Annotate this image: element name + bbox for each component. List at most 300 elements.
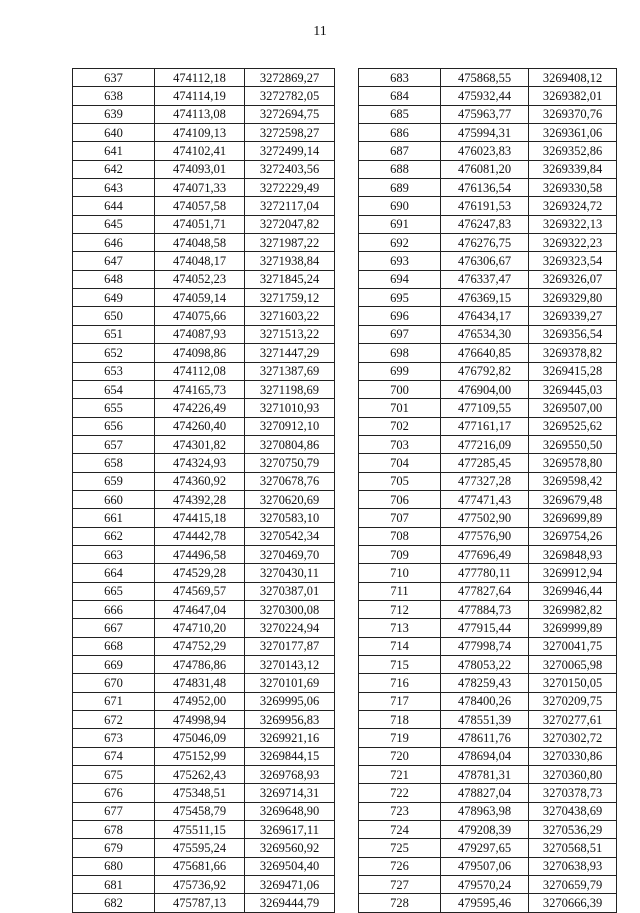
y-coordinate-cell: 3270302,72	[529, 729, 617, 747]
point-number-cell: 676	[73, 784, 155, 802]
table-row	[359, 215, 617, 233]
point-number-cell: 721	[359, 766, 441, 784]
table-row	[359, 857, 617, 875]
x-coordinate-cell: 479297,65	[441, 839, 529, 857]
table-row	[73, 839, 335, 857]
x-coordinate-cell: 474998,94	[155, 711, 245, 729]
table-row	[359, 270, 617, 288]
x-coordinate-cell: 476023,83	[441, 142, 529, 160]
x-coordinate-cell: 477998,74	[441, 637, 529, 655]
point-number-cell: 686	[359, 124, 441, 142]
table-row	[73, 124, 335, 142]
table-row	[359, 784, 617, 802]
x-coordinate-cell: 474102,41	[155, 142, 245, 160]
table-row	[73, 362, 335, 380]
y-coordinate-cell: 3272782,05	[245, 87, 335, 105]
y-coordinate-cell: 3269322,13	[529, 215, 617, 233]
point-number-cell: 646	[73, 234, 155, 252]
y-coordinate-cell: 3269578,80	[529, 454, 617, 472]
x-coordinate-cell: 477502,90	[441, 509, 529, 527]
y-coordinate-cell: 3269378,82	[529, 344, 617, 362]
point-number-cell: 717	[359, 692, 441, 710]
table-row	[359, 619, 617, 637]
point-number-cell: 690	[359, 197, 441, 215]
table-row	[73, 857, 335, 875]
y-coordinate-cell: 3270150,05	[529, 674, 617, 692]
table-row	[73, 472, 335, 490]
point-number-cell: 655	[73, 399, 155, 417]
point-number-cell: 720	[359, 747, 441, 765]
x-coordinate-cell: 474831,48	[155, 674, 245, 692]
y-coordinate-cell: 3272403,56	[245, 160, 335, 178]
y-coordinate-cell: 3269361,06	[529, 124, 617, 142]
x-coordinate-cell: 474048,58	[155, 234, 245, 252]
y-coordinate-cell: 3270536,29	[529, 821, 617, 839]
x-coordinate-cell: 474109,13	[155, 124, 245, 142]
point-number-cell: 694	[359, 270, 441, 288]
y-coordinate-cell: 3269999,89	[529, 619, 617, 637]
table-row	[359, 509, 617, 527]
point-number-cell: 672	[73, 711, 155, 729]
y-coordinate-cell: 3269370,76	[529, 105, 617, 123]
x-coordinate-cell: 474952,00	[155, 692, 245, 710]
table-row	[359, 490, 617, 508]
x-coordinate-cell: 474051,71	[155, 215, 245, 233]
point-number-cell: 663	[73, 545, 155, 563]
point-number-cell: 662	[73, 527, 155, 545]
point-number-cell: 709	[359, 545, 441, 563]
table-row	[359, 839, 617, 857]
point-number-cell: 699	[359, 362, 441, 380]
table-row	[359, 105, 617, 123]
table-row	[359, 600, 617, 618]
table-row	[73, 87, 335, 105]
x-coordinate-cell: 475595,24	[155, 839, 245, 857]
point-number-cell: 706	[359, 490, 441, 508]
table-row	[73, 142, 335, 160]
y-coordinate-cell: 3269560,92	[245, 839, 335, 857]
x-coordinate-cell: 474075,66	[155, 307, 245, 325]
x-coordinate-cell: 474114,19	[155, 87, 245, 105]
x-coordinate-cell: 476136,54	[441, 179, 529, 197]
table-row	[359, 197, 617, 215]
x-coordinate-cell: 475994,31	[441, 124, 529, 142]
x-coordinate-cell: 475681,66	[155, 857, 245, 875]
y-coordinate-cell: 3270065,98	[529, 656, 617, 674]
y-coordinate-cell: 3272499,14	[245, 142, 335, 160]
x-coordinate-cell: 474529,28	[155, 564, 245, 582]
y-coordinate-cell: 3269848,93	[529, 545, 617, 563]
x-coordinate-cell: 479570,24	[441, 876, 529, 894]
point-number-cell: 689	[359, 179, 441, 197]
point-number-cell: 682	[73, 894, 155, 912]
y-coordinate-cell: 3270469,70	[245, 545, 335, 563]
table-row	[359, 307, 617, 325]
point-number-cell: 707	[359, 509, 441, 527]
table-row	[73, 637, 335, 655]
table-row	[359, 802, 617, 820]
y-coordinate-cell: 3270912,10	[245, 417, 335, 435]
point-number-cell: 718	[359, 711, 441, 729]
x-coordinate-cell: 478963,98	[441, 802, 529, 820]
point-number-cell: 696	[359, 307, 441, 325]
table-row	[73, 656, 335, 674]
x-coordinate-cell: 476247,83	[441, 215, 529, 233]
point-number-cell: 654	[73, 380, 155, 398]
table-row	[73, 876, 335, 894]
table-row	[73, 509, 335, 527]
point-number-cell: 698	[359, 344, 441, 362]
point-number-cell: 701	[359, 399, 441, 417]
point-number-cell: 722	[359, 784, 441, 802]
x-coordinate-cell: 478259,43	[441, 674, 529, 692]
y-coordinate-cell: 3271759,12	[245, 289, 335, 307]
y-coordinate-cell: 3269352,86	[529, 142, 617, 160]
point-number-cell: 704	[359, 454, 441, 472]
y-coordinate-cell: 3269754,26	[529, 527, 617, 545]
y-coordinate-cell: 3269844,15	[245, 747, 335, 765]
table-row	[359, 325, 617, 343]
y-coordinate-cell: 3271603,22	[245, 307, 335, 325]
point-number-cell: 664	[73, 564, 155, 582]
x-coordinate-cell: 477884,73	[441, 600, 529, 618]
table-row	[359, 124, 617, 142]
y-coordinate-cell: 3270101,69	[245, 674, 335, 692]
x-coordinate-cell: 474324,93	[155, 454, 245, 472]
x-coordinate-cell: 474113,08	[155, 105, 245, 123]
point-number-cell: 684	[359, 87, 441, 105]
y-coordinate-cell: 3269444,79	[245, 894, 335, 912]
x-coordinate-cell: 475262,43	[155, 766, 245, 784]
x-coordinate-cell: 474165,73	[155, 380, 245, 398]
x-coordinate-cell: 474415,18	[155, 509, 245, 527]
point-number-cell: 652	[73, 344, 155, 362]
table-row	[73, 600, 335, 618]
table-row	[359, 876, 617, 894]
x-coordinate-cell: 474226,49	[155, 399, 245, 417]
y-coordinate-cell: 3270209,75	[529, 692, 617, 710]
point-number-cell: 653	[73, 362, 155, 380]
table-row	[73, 234, 335, 252]
y-coordinate-cell: 3269946,44	[529, 582, 617, 600]
y-coordinate-cell: 3269598,42	[529, 472, 617, 490]
y-coordinate-cell: 3269507,00	[529, 399, 617, 417]
point-number-cell: 702	[359, 417, 441, 435]
x-coordinate-cell: 476191,53	[441, 197, 529, 215]
y-coordinate-cell: 3270542,34	[245, 527, 335, 545]
x-coordinate-cell: 475736,92	[155, 876, 245, 894]
x-coordinate-cell: 476081,20	[441, 160, 529, 178]
point-number-cell: 713	[359, 619, 441, 637]
y-coordinate-cell: 3269956,83	[245, 711, 335, 729]
y-coordinate-cell: 3269445,03	[529, 380, 617, 398]
point-number-cell: 678	[73, 821, 155, 839]
point-number-cell: 673	[73, 729, 155, 747]
table-row	[359, 344, 617, 362]
y-coordinate-cell: 3269382,01	[529, 87, 617, 105]
x-coordinate-cell: 477109,55	[441, 399, 529, 417]
coordinates-table-left	[72, 68, 335, 913]
coordinates-table-right	[358, 68, 617, 913]
y-coordinate-cell: 3269471,06	[245, 876, 335, 894]
table-row	[73, 747, 335, 765]
y-coordinate-cell: 3269679,48	[529, 490, 617, 508]
table-row	[73, 289, 335, 307]
point-number-cell: 700	[359, 380, 441, 398]
x-coordinate-cell: 476337,47	[441, 270, 529, 288]
point-number-cell: 681	[73, 876, 155, 894]
x-coordinate-cell: 477780,11	[441, 564, 529, 582]
x-coordinate-cell: 474301,82	[155, 435, 245, 453]
table-row	[73, 802, 335, 820]
x-coordinate-cell: 474442,78	[155, 527, 245, 545]
x-coordinate-cell: 475511,15	[155, 821, 245, 839]
y-coordinate-cell: 3269408,12	[529, 69, 617, 87]
x-coordinate-cell: 477696,49	[441, 545, 529, 563]
table-row	[359, 527, 617, 545]
table-row	[73, 417, 335, 435]
x-coordinate-cell: 477576,90	[441, 527, 529, 545]
table-row	[359, 472, 617, 490]
point-number-cell: 648	[73, 270, 155, 288]
x-coordinate-cell: 474057,58	[155, 197, 245, 215]
table-row	[359, 179, 617, 197]
table-row	[73, 105, 335, 123]
point-number-cell: 649	[73, 289, 155, 307]
y-coordinate-cell: 3270143,12	[245, 656, 335, 674]
y-coordinate-cell: 3269921,16	[245, 729, 335, 747]
x-coordinate-cell: 476904,00	[441, 380, 529, 398]
y-coordinate-cell: 3270568,51	[529, 839, 617, 857]
point-number-cell: 657	[73, 435, 155, 453]
y-coordinate-cell: 3270750,79	[245, 454, 335, 472]
point-number-cell: 703	[359, 435, 441, 453]
table-row	[359, 582, 617, 600]
y-coordinate-cell: 3272598,27	[245, 124, 335, 142]
y-coordinate-cell: 3270360,80	[529, 766, 617, 784]
x-coordinate-cell: 475932,44	[441, 87, 529, 105]
y-coordinate-cell: 3271987,22	[245, 234, 335, 252]
table-row	[359, 380, 617, 398]
x-coordinate-cell: 474112,08	[155, 362, 245, 380]
point-number-cell: 645	[73, 215, 155, 233]
point-number-cell: 637	[73, 69, 155, 87]
point-number-cell: 639	[73, 105, 155, 123]
point-number-cell: 668	[73, 637, 155, 655]
table-row	[359, 656, 617, 674]
x-coordinate-cell: 478053,22	[441, 656, 529, 674]
point-number-cell: 667	[73, 619, 155, 637]
table-row	[359, 766, 617, 784]
x-coordinate-cell: 475787,13	[155, 894, 245, 912]
y-coordinate-cell: 3272117,04	[245, 197, 335, 215]
table-row	[359, 821, 617, 839]
y-coordinate-cell: 3269322,23	[529, 234, 617, 252]
point-number-cell: 727	[359, 876, 441, 894]
table-row	[73, 729, 335, 747]
table-row	[73, 179, 335, 197]
table-row	[73, 215, 335, 233]
x-coordinate-cell: 474392,28	[155, 490, 245, 508]
point-number-cell: 710	[359, 564, 441, 582]
x-coordinate-cell: 478781,31	[441, 766, 529, 784]
point-number-cell: 651	[73, 325, 155, 343]
point-number-cell: 658	[73, 454, 155, 472]
table-row	[359, 747, 617, 765]
point-number-cell: 715	[359, 656, 441, 674]
table-row	[73, 270, 335, 288]
x-coordinate-cell: 475963,77	[441, 105, 529, 123]
point-number-cell: 714	[359, 637, 441, 655]
x-coordinate-cell: 476792,82	[441, 362, 529, 380]
y-coordinate-cell: 3270583,10	[245, 509, 335, 527]
y-coordinate-cell: 3270620,69	[245, 490, 335, 508]
y-coordinate-cell: 3269768,93	[245, 766, 335, 784]
table-row	[359, 894, 617, 912]
x-coordinate-cell: 479507,06	[441, 857, 529, 875]
y-coordinate-cell: 3271010,93	[245, 399, 335, 417]
table-row	[359, 545, 617, 563]
table-row	[73, 564, 335, 582]
point-number-cell: 680	[73, 857, 155, 875]
table-row	[359, 674, 617, 692]
x-coordinate-cell: 474647,04	[155, 600, 245, 618]
table-row	[359, 69, 617, 87]
point-number-cell: 638	[73, 87, 155, 105]
y-coordinate-cell: 3269912,94	[529, 564, 617, 582]
y-coordinate-cell: 3269323,54	[529, 252, 617, 270]
table-row	[359, 252, 617, 270]
point-number-cell: 656	[73, 417, 155, 435]
point-number-cell: 643	[73, 179, 155, 197]
point-number-cell: 716	[359, 674, 441, 692]
table-row	[73, 619, 335, 637]
point-number-cell: 642	[73, 160, 155, 178]
point-number-cell: 666	[73, 600, 155, 618]
table-row	[73, 454, 335, 472]
table-row	[73, 674, 335, 692]
table-row	[359, 711, 617, 729]
x-coordinate-cell: 474098,86	[155, 344, 245, 362]
point-number-cell: 665	[73, 582, 155, 600]
x-coordinate-cell: 477285,45	[441, 454, 529, 472]
y-coordinate-cell: 3269415,28	[529, 362, 617, 380]
point-number-cell: 725	[359, 839, 441, 857]
x-coordinate-cell: 474569,57	[155, 582, 245, 600]
y-coordinate-cell: 3269326,07	[529, 270, 617, 288]
y-coordinate-cell: 3269550,50	[529, 435, 617, 453]
table-row	[359, 637, 617, 655]
y-coordinate-cell: 3270638,93	[529, 857, 617, 875]
x-coordinate-cell: 474071,33	[155, 179, 245, 197]
y-coordinate-cell: 3270804,86	[245, 435, 335, 453]
point-number-cell: 650	[73, 307, 155, 325]
table-row	[73, 582, 335, 600]
table-row	[359, 289, 617, 307]
x-coordinate-cell: 476534,30	[441, 325, 529, 343]
point-number-cell: 661	[73, 509, 155, 527]
point-number-cell: 675	[73, 766, 155, 784]
point-number-cell: 671	[73, 692, 155, 710]
point-number-cell: 719	[359, 729, 441, 747]
point-number-cell: 705	[359, 472, 441, 490]
x-coordinate-cell: 474052,23	[155, 270, 245, 288]
point-number-cell: 692	[359, 234, 441, 252]
table-row	[73, 490, 335, 508]
table-row	[359, 160, 617, 178]
table-row	[73, 252, 335, 270]
point-number-cell: 726	[359, 857, 441, 875]
point-number-cell: 660	[73, 490, 155, 508]
x-coordinate-cell: 474112,18	[155, 69, 245, 87]
x-coordinate-cell: 475348,51	[155, 784, 245, 802]
y-coordinate-cell: 3271447,29	[245, 344, 335, 362]
x-coordinate-cell: 475046,09	[155, 729, 245, 747]
y-coordinate-cell: 3270224,94	[245, 619, 335, 637]
page-number: 11	[313, 24, 327, 39]
x-coordinate-cell: 475152,99	[155, 747, 245, 765]
point-number-cell: 723	[359, 802, 441, 820]
table-row	[359, 692, 617, 710]
point-number-cell: 691	[359, 215, 441, 233]
x-coordinate-cell: 479595,46	[441, 894, 529, 912]
table-row	[73, 527, 335, 545]
table-row	[73, 344, 335, 362]
table-row	[359, 399, 617, 417]
y-coordinate-cell: 3269617,11	[245, 821, 335, 839]
y-coordinate-cell: 3272694,75	[245, 105, 335, 123]
point-number-cell: 641	[73, 142, 155, 160]
point-number-cell: 647	[73, 252, 155, 270]
point-number-cell: 697	[359, 325, 441, 343]
point-number-cell: 674	[73, 747, 155, 765]
x-coordinate-cell: 477161,17	[441, 417, 529, 435]
x-coordinate-cell: 476369,15	[441, 289, 529, 307]
y-coordinate-cell: 3270177,87	[245, 637, 335, 655]
y-coordinate-cell: 3269339,27	[529, 307, 617, 325]
table-row	[359, 729, 617, 747]
point-number-cell: 693	[359, 252, 441, 270]
table-row	[73, 821, 335, 839]
x-coordinate-cell: 474710,20	[155, 619, 245, 637]
y-coordinate-cell: 3269714,31	[245, 784, 335, 802]
y-coordinate-cell: 3270666,39	[529, 894, 617, 912]
point-number-cell: 640	[73, 124, 155, 142]
point-number-cell: 687	[359, 142, 441, 160]
y-coordinate-cell: 3270330,86	[529, 747, 617, 765]
y-coordinate-cell: 3271845,24	[245, 270, 335, 288]
table-row	[73, 399, 335, 417]
table-row	[359, 564, 617, 582]
x-coordinate-cell: 476640,85	[441, 344, 529, 362]
y-coordinate-cell: 3270430,11	[245, 564, 335, 582]
x-coordinate-cell: 476276,75	[441, 234, 529, 252]
x-coordinate-cell: 477915,44	[441, 619, 529, 637]
y-coordinate-cell: 3272047,82	[245, 215, 335, 233]
y-coordinate-cell: 3270041,75	[529, 637, 617, 655]
table-row	[73, 894, 335, 912]
point-number-cell: 708	[359, 527, 441, 545]
table-row	[359, 234, 617, 252]
table-row	[73, 307, 335, 325]
table-row	[359, 417, 617, 435]
table-row	[73, 380, 335, 398]
y-coordinate-cell: 3269504,40	[245, 857, 335, 875]
x-coordinate-cell: 476434,17	[441, 307, 529, 325]
y-coordinate-cell: 3269330,58	[529, 179, 617, 197]
y-coordinate-cell: 3270659,79	[529, 876, 617, 894]
point-number-cell: 688	[359, 160, 441, 178]
